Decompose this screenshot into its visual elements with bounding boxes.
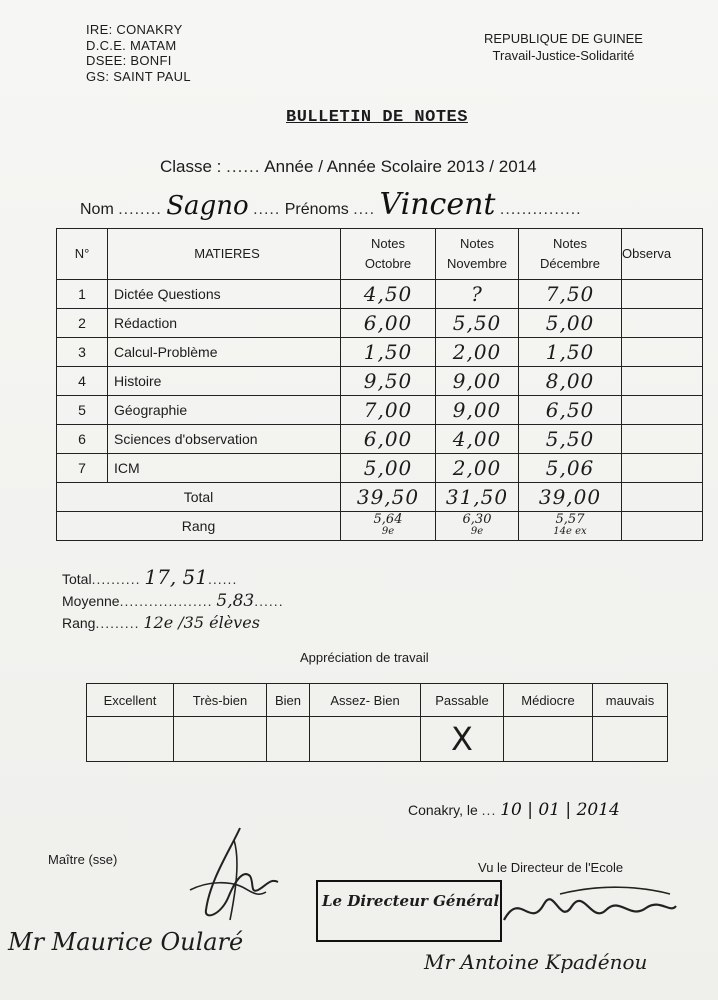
appreciation-bien: Bien	[267, 684, 310, 717]
grade-october: 7,00	[341, 396, 436, 425]
nom-value: Sagno	[166, 191, 249, 221]
subject-name: ICM	[108, 454, 341, 483]
table-row	[57, 454, 703, 483]
total-november: 31,50	[436, 483, 519, 512]
grade-october: 4,50	[341, 280, 436, 309]
republic-motto: Travail-Justice-Solidarité	[492, 48, 635, 63]
observation-cell	[622, 309, 703, 338]
appreciation-tres-bien: Très-bien	[174, 684, 267, 717]
observation-cell	[622, 512, 703, 541]
grade-november: 2,00	[436, 454, 519, 483]
class-line	[160, 157, 537, 177]
place-date: Conakry, le ... 10 | 01 | 2014	[408, 800, 620, 820]
appreciation-passable: Passable	[421, 684, 504, 717]
mark-cell-tres-bien	[174, 717, 267, 762]
col-subjects-header: MATIERES	[108, 229, 341, 280]
place-date-value: 10 | 01 | 2014	[500, 800, 620, 820]
appreciation-table	[86, 683, 668, 762]
appreciation-mediocre: Médiocre	[504, 684, 593, 717]
row-number: 1	[57, 280, 108, 309]
grade-november: 9,00	[436, 367, 519, 396]
rang-row	[57, 512, 703, 541]
summary-moyenne: Moyenne................... 5,83......	[62, 591, 284, 611]
year-end: / 2014	[489, 157, 537, 176]
row-number: 7	[57, 454, 108, 483]
header-line-dsee: DSEE: BONFI	[86, 53, 172, 68]
annee-label: Année	[264, 157, 314, 176]
classe-label: Classe :	[160, 157, 222, 176]
rang-label: Rang	[57, 512, 341, 541]
appreciation-assez-bien: Assez- Bien	[310, 684, 421, 717]
mark-cell-excellent	[87, 717, 174, 762]
grade-december: 6,50	[519, 396, 622, 425]
maitre-label: Maître (sse)	[48, 852, 118, 867]
grades-table	[56, 228, 703, 541]
grade-october: 6,00	[341, 425, 436, 454]
observation-cell	[622, 483, 703, 512]
total-row	[57, 483, 703, 512]
rang-december: 5,57 14e ex	[519, 512, 622, 541]
summary-block	[62, 566, 284, 634]
prenoms-value: Vincent	[379, 187, 496, 222]
grade-december: 7,50	[519, 280, 622, 309]
grades-header-row	[57, 229, 703, 280]
header-line-ire: IRE: CONAKRY	[86, 22, 183, 37]
school-header	[86, 22, 191, 84]
observation-cell	[622, 367, 703, 396]
col-december-header: Notes Décembre	[519, 229, 622, 280]
maitre-signature	[170, 820, 290, 930]
table-row	[57, 338, 703, 367]
row-number: 4	[57, 367, 108, 396]
observation-cell	[622, 396, 703, 425]
subject-name: Calcul-Problème	[108, 338, 341, 367]
col-october-header: Notes Octobre	[341, 229, 436, 280]
grade-december: 5,50	[519, 425, 622, 454]
mark-cell-passable: X	[421, 717, 504, 762]
document-title: BULLETIN DE NOTES	[286, 108, 468, 127]
observation-cell	[622, 454, 703, 483]
classe-dots: ......	[226, 157, 261, 176]
subject-name: Dictée Questions	[108, 280, 341, 309]
grade-december: 5,00	[519, 309, 622, 338]
appreciation-mauvais: mauvais	[593, 684, 668, 717]
appreciation-header-row	[87, 684, 668, 717]
grade-october: 1,50	[341, 338, 436, 367]
subject-name: Géographie	[108, 396, 341, 425]
grade-december: 8,00	[519, 367, 622, 396]
table-row	[57, 309, 703, 338]
col-november-header: Notes Novembre	[436, 229, 519, 280]
mark-cell-mauvais	[593, 717, 668, 762]
grade-october: 6,00	[341, 309, 436, 338]
subject-name: Histoire	[108, 367, 341, 396]
header-line-school: GS: SAINT PAUL	[86, 68, 191, 84]
summary-total: Total.......... 17, 51......	[62, 565, 238, 589]
director-signature	[500, 880, 680, 940]
grade-november: 4,00	[436, 425, 519, 454]
maitre-name: Mr Maurice Oularé	[8, 928, 244, 956]
observation-cell	[622, 425, 703, 454]
rang-october: 5,64 9e	[341, 512, 436, 541]
mark-cell-assez-bien	[310, 717, 421, 762]
directeur-label: Vu le Directeur de l'Ecole	[478, 860, 624, 875]
grade-november: 2,00	[436, 338, 519, 367]
summary-moyenne-value: 5,83	[216, 591, 255, 611]
row-number: 2	[57, 309, 108, 338]
total-october: 39,50	[341, 483, 436, 512]
row-number: 5	[57, 396, 108, 425]
table-row	[57, 280, 703, 309]
subject-name: Sciences d'observation	[108, 425, 341, 454]
annee-scolaire-label: / Année Scolaire 2013	[318, 157, 485, 176]
grade-november: ?	[436, 280, 519, 309]
appreciation-mark-row	[87, 717, 668, 762]
grade-october: 9,50	[341, 367, 436, 396]
mark-cell-mediocre	[504, 717, 593, 762]
col-number-header: N°	[57, 229, 108, 280]
mark-cell-bien	[267, 717, 310, 762]
grade-december: 1,50	[519, 338, 622, 367]
header-line-dce: D.C.E. MATAM	[86, 37, 177, 53]
summary-total-value: 17, 51	[144, 565, 208, 589]
grade-november: 5,50	[436, 309, 519, 338]
republic-name: REPUBLIQUE DE GUINEE	[484, 31, 643, 46]
republic-header	[484, 30, 643, 64]
observation-cell	[622, 280, 703, 309]
grade-october: 5,00	[341, 454, 436, 483]
total-label: Total	[57, 483, 341, 512]
observation-cell	[622, 338, 703, 367]
table-row	[57, 367, 703, 396]
rang-november: 6,30 9e	[436, 512, 519, 541]
row-number: 6	[57, 425, 108, 454]
prenoms-label: Prénoms	[284, 201, 349, 218]
total-december: 39,00	[519, 483, 622, 512]
directeur-name: Mr Antoine Kpadénou	[424, 950, 648, 974]
nom-label: Nom	[80, 201, 114, 218]
stamp-text: Le Directeur Général	[322, 892, 500, 910]
place-date-label: Conakry, le	[408, 802, 478, 818]
grade-december: 5,06	[519, 454, 622, 483]
summary-rang: Rang......... 12e /35 élèves	[62, 613, 260, 632]
appreciation-excellent: Excellent	[87, 684, 174, 717]
row-number: 3	[57, 338, 108, 367]
director-stamp	[316, 880, 502, 942]
subject-name: Rédaction	[108, 309, 341, 338]
col-observations-header: Observa	[622, 229, 703, 280]
appreciation-title: Appréciation de travail	[300, 650, 429, 665]
grade-november: 9,00	[436, 396, 519, 425]
table-row	[57, 425, 703, 454]
student-name-line: Nom ........ Sagno ..... Prénoms .... Vincent ...............	[80, 187, 582, 222]
summary-rang-value: 12e /35 élèves	[143, 613, 260, 632]
table-row	[57, 396, 703, 425]
